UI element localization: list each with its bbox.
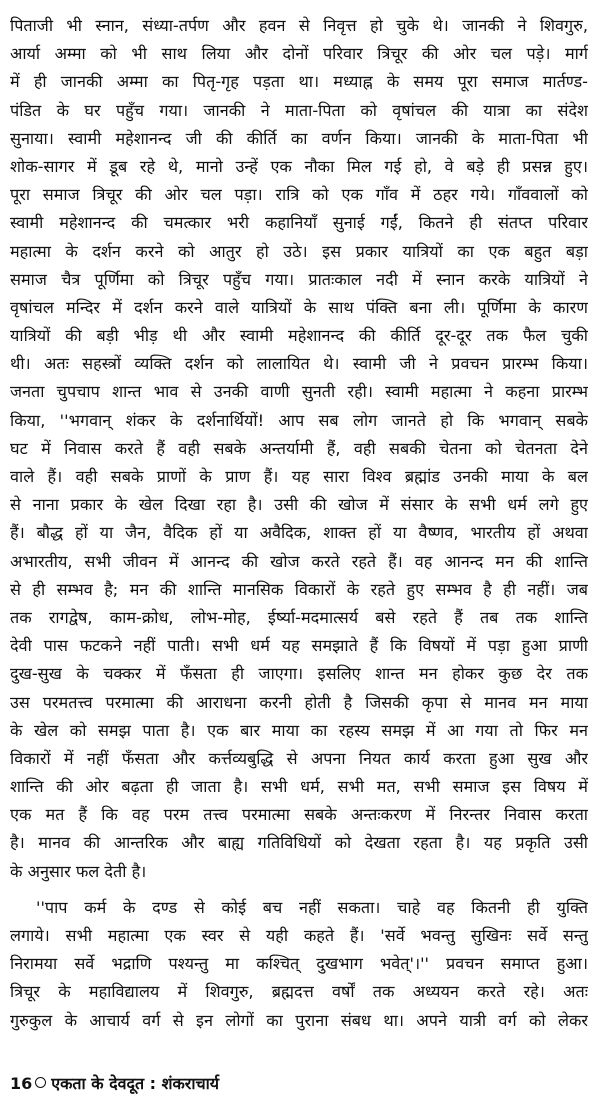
text-line: में ही जानकी अम्मा का पितृ-गृह पड़ता था। मध्याह्न के समय पूरा समाज मार्तण्ड- <box>10 72 588 92</box>
text-line: आर्या अम्मा को भी साथ लिया और दोनों परिवार त्रिचूर की ओर चल पड़े। मार्ग <box>10 44 588 64</box>
text-line: से नाना प्रकार के खेल दिखा रहा है। उसी की खोज में संसार के सभी धर्म लगे हुए <box>10 495 588 515</box>
text-line: यात्रियों की बड़ी भीड़ थी और स्वामी महेशानन्द की कीर्ति दूर-दूर तक फैल चुकी <box>10 326 588 346</box>
text-line: लगाये। सभी महात्मा एक स्वर से यही कहते हैं। 'सर्वे भवन्तु सुखिनः सर्वे सन्तु <box>10 926 588 945</box>
text-line: के अनुसार फल देती है। <box>10 861 147 881</box>
paragraph-gap <box>10 886 588 894</box>
text-line: थी। अतः सहस्त्रों व्यक्ति दर्शन को लालायित थे। स्वामी जी ने प्रवचन प्रारम्भ किया। <box>10 354 588 374</box>
text-line: दुख-सुख के चक्कर में फँसता ही जाएगा। इसलिए शान्त मन होकर कुछ देर तक <box>10 664 588 684</box>
text-line: किया, ''भगवान् शंकर के दर्शनार्थियों! आप सब लोग जानते हो कि भगवान् सबके <box>10 410 588 430</box>
text-line: हैं। बौद्ध हों या जैन, वैदिक हों या अवैदिक, शाक्त हों या वैष्णव, भारतीय हों अथवा <box>10 523 588 543</box>
text-line: सुनाया। स्वामी महेशानन्द जी की कीर्ति का वर्णन किया। जानकी के माता-पिता भी <box>10 128 588 148</box>
text-line: समाज चैत्र पूर्णिमा को त्रिचूर पहुँच गया। प्रातःकाल नदी में स्नान करके यात्रियों ने <box>10 269 588 289</box>
text-line: से ही सम्भव है; मन की शान्ति मानसिक विकारों के रहते हुए सम्भव है ही नहीं। जब <box>10 579 588 599</box>
text-line: घट में निवास करते हैं वही सबके अन्तर्यामी हैं, वही सबकी चेतना को चेतनता देने <box>10 438 588 458</box>
circle-separator-icon <box>35 1077 46 1088</box>
paragraph-1 <box>10 12 588 886</box>
text-line: तक रागद्वेष, काम-क्रोध, लोभ-मोह, ईर्ष्या-मदमात्सर्य बसे रहते हैं तब तक शान्ति <box>10 607 588 627</box>
text-line: विकारों में नहीं फँसता और कर्त्तव्यबुद्धि से अपना नियत कार्य करता हुआ सुख और <box>10 748 588 768</box>
text-line: शान्ति की ओर बढ़ता ही जाता है। सभी धर्म, सभी मत, सभी समाज इस विषय में <box>10 777 588 797</box>
paragraph-2 <box>10 894 588 1035</box>
text-line: पूरा समाज त्रिचूर की ओर चल पड़ा। रात्रि को एक गाँव में ठहर गये। गाँववालों को <box>10 185 588 205</box>
text-line: गुरुकुल के आचार्य वर्ग से इन लोगों का पुराना संबध था। अपने यात्री वर्ग को लेकर <box>10 1010 588 1030</box>
text-line: पिताजी भी स्नान, संध्या-तर्पण और हवन से निवृत्त हो चुके थे। जानकी ने शिवगुरु, <box>10 16 588 35</box>
text-line: देवी पास फटकने नहीं पाती। सभी धर्म यह समझाते हैं कि विषयों में पड़ा हुआ प्राणी <box>10 636 588 656</box>
text-line: शोक-सागर में डूब रहे थे, मानो उन्हें एक नौका मिल गई हो, वे बड़े ही प्रसन्न हुए। <box>10 156 588 176</box>
text-line: उस परमतत्त्व परमात्मा की आराधना करनी होती है जिसकी कृपा से मानव मन माया <box>10 692 588 712</box>
text-line: निरामया सर्वे भद्राणि पश्यन्तु मा कश्चित् दुखभाग भवेत्'।'' प्रवचन समाप्त हुआ। <box>10 954 588 974</box>
text-line: एक मत हैं कि वह परम तत्त्व परमात्मा सबके अन्तःकरण में निरन्तर निवास करता <box>10 805 588 825</box>
text-line: ''पाप कर्म के दण्ड से कोई बच नहीं सकता। चाहे वह कितनी ही युक्ति <box>36 897 588 917</box>
text-line: त्रिचूर के महाविद्यालय में शिवगुरु, ब्रह्मदत्त वर्षों तक अध्ययन करते रहे। अतः <box>10 982 588 1002</box>
text-line: स्वामी महेशानन्द की चमत्कार भरी कहानियाँ सुनाई गईं, कितने ही संतप्त परिवार <box>10 213 588 233</box>
text-line: अभारतीय, सभी जीवन में आनन्द की खोज करते रहते हैं। वह आनन्द मन की शान्ति <box>10 551 588 571</box>
book-title: एकता के देवदूत : शंकराचार्य <box>51 1074 220 1093</box>
text-line: महात्मा के दर्शन करने को आतुर हो उठे। इस प्रकार यात्रियों का एक बहुत बड़ा <box>10 241 588 261</box>
text-line: वाले हैं। वही सबके प्राणों के प्राण हैं। यह सारा विश्व ब्रह्मांड उनकी माया के बल <box>10 467 588 486</box>
text-line: पंडित के घर पहुँच गया। जानकी ने माता-पिता को वृषांचल की यात्रा का संदेश <box>10 100 588 120</box>
page-body <box>10 12 588 1035</box>
text-line: वृषांचल मन्दिर में दर्शन करने वाले यात्रियों के साथ पंक्ति बना ली। पूर्णिमा के कारण <box>10 297 588 317</box>
page-number: 16 <box>10 1074 33 1093</box>
text-line: जनता चुपचाप शान्त भाव से उनकी वाणी सुनती रही। स्वामी महात्मा ने कहना प्रारम्भ <box>10 382 588 402</box>
text-line: के खेल को समझ पाता है। एक बार माया का रहस्य समझ में आ गया तो फिर मन <box>10 720 588 740</box>
text-line: है। मानव की आन्तरिक और बाह्य गतिविधियों को देखता रहता है। यह प्रकृति उसी <box>10 833 588 853</box>
page-footer <box>10 1072 219 1094</box>
